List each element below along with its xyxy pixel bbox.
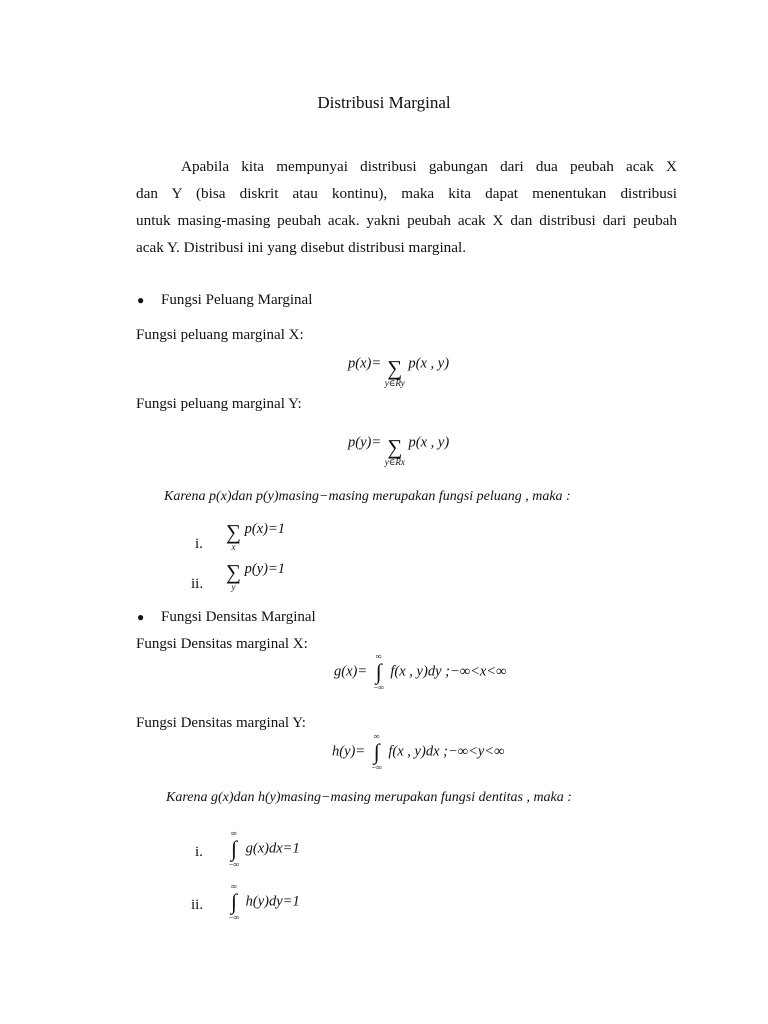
prop2-expr-i: g(x)dx=1: [245, 840, 300, 857]
page-title: Distribusi Marginal: [317, 93, 451, 112]
prop2-item-i: [226, 829, 300, 869]
equation-gx-lower: −∞: [373, 682, 385, 692]
sum-icon: ∑ y: [226, 560, 241, 592]
prop2-roman-i: i.: [195, 844, 203, 860]
bullet-1: [137, 292, 313, 309]
prop1-expr-ii: p(y)=1: [244, 561, 285, 578]
label-marginal-x: Fungsi peluang marginal X:: [136, 327, 304, 343]
equation-py-lhs: p(y)=: [348, 434, 382, 451]
intro-paragraph: [136, 153, 677, 261]
bullet-dot-icon: ●: [137, 610, 145, 624]
bullet-1-label: Fungsi Peluang Marginal: [161, 292, 313, 308]
equation-gx-lhs: g(x)=: [334, 663, 368, 680]
prop1-sub-i: x: [231, 542, 236, 552]
integral-icon: ∞ ∫ −∞: [371, 652, 387, 692]
equation-hy-upper: ∞: [373, 731, 380, 741]
equation-py-sub: y∈Rx: [384, 457, 405, 467]
integral-icon: ∞ ∫ −∞: [369, 732, 385, 772]
intro-line: dan Y (bisa diskrit atau kontinu), maka kita dapat menentukan distribusi: [136, 185, 677, 202]
prop1-item-ii: [226, 562, 285, 592]
karena-statement-1: Karena p(x)dan p(y)masing−masing merupakan fungsi peluang , maka :: [164, 489, 571, 504]
prop1-item-i: [226, 522, 285, 552]
prop1-roman-ii: ii.: [191, 576, 204, 592]
integral-icon: ∞ ∫ −∞: [226, 882, 242, 922]
sum-icon: ∑ x: [226, 520, 241, 552]
equation-gx: [334, 652, 506, 692]
equation-px-lhs: p(x)=: [348, 355, 382, 372]
equation-hy-lower: −∞: [371, 762, 383, 772]
prop2-lower-i: −∞: [228, 859, 240, 869]
label-densitas-x: Fungsi Densitas marginal X:: [136, 636, 308, 652]
bullet-dot-icon: ●: [137, 293, 145, 307]
equation-py: [348, 428, 450, 467]
intro-line: acak Y. Distribusi ini yang disebut distribusi marginal.: [136, 239, 467, 256]
equation-px: [348, 349, 450, 388]
equation-hy-lhs: h(y)=: [332, 743, 366, 760]
sum-icon: ∑ y∈Ry: [384, 356, 405, 388]
equation-py-rhs: p(x , y): [408, 434, 450, 451]
intro-line: untuk masing-masing peubah acak. yakni peubah acak X dan distribusi dari peubah: [136, 212, 677, 229]
equation-hy-rhs: f(x , y)dx ;−∞<y<∞: [388, 743, 505, 760]
label-densitas-y: Fungsi Densitas marginal Y:: [136, 715, 306, 731]
prop2-item-ii: [226, 882, 300, 922]
prop1-sub-ii: y: [231, 582, 236, 592]
prop1-roman-i: i.: [195, 536, 203, 552]
equation-px-rhs: p(x , y): [408, 355, 450, 372]
karena-statement-2: Karena g(x)dan h(y)masing−masing merupakan fungsi dentitas , maka :: [166, 790, 572, 805]
prop1-expr-i: p(x)=1: [244, 521, 285, 538]
prop2-lower-ii: −∞: [228, 912, 240, 922]
prop2-upper-i: ∞: [230, 828, 238, 838]
sum-icon: ∑ y∈Rx: [384, 435, 405, 467]
integral-icon: ∞ ∫ −∞: [226, 829, 242, 869]
intro-line: Apabila kita mempunyai distribusi gabungan dari dua peubah acak X: [181, 158, 677, 175]
bullet-2: [137, 609, 316, 626]
equation-gx-upper: ∞: [375, 651, 382, 661]
prop2-expr-ii: h(y)dy=1: [245, 893, 300, 910]
equation-gx-rhs: f(x , y)dy ;−∞<x<∞: [390, 663, 507, 680]
label-marginal-y: Fungsi peluang marginal Y:: [136, 396, 302, 412]
equation-px-sub: y∈Ry: [384, 378, 405, 388]
equation-hy: [332, 732, 504, 772]
bullet-2-label: Fungsi Densitas Marginal: [161, 609, 316, 625]
prop2-roman-ii: ii.: [191, 897, 204, 913]
prop2-upper-ii: ∞: [230, 881, 238, 891]
